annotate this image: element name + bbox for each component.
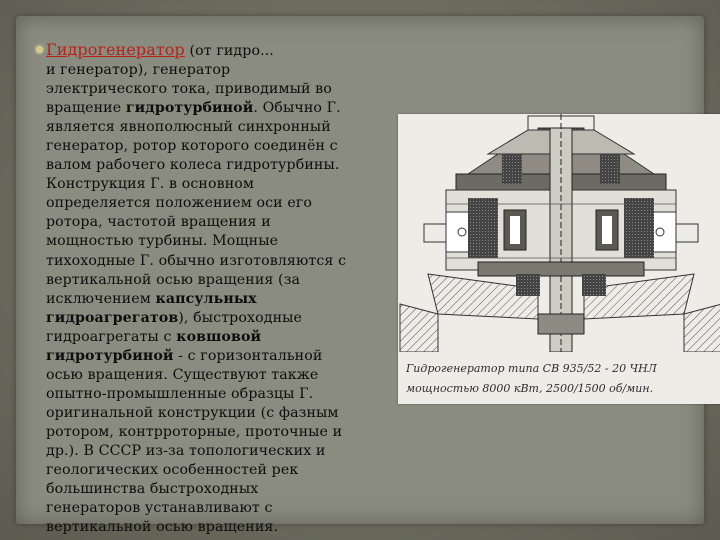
text-line	[46, 99, 406, 118]
hydrogenerator-drawing	[398, 114, 720, 404]
bold-term: капсульных	[155, 290, 257, 307]
figure-caption	[398, 352, 720, 404]
text-line	[46, 366, 406, 385]
bold-term: гидроагрегатов	[46, 309, 179, 326]
text-line	[46, 118, 406, 137]
text-segment: мощностью турбины. Мощные	[46, 233, 279, 250]
text-segment: исключением	[46, 290, 156, 307]
caption-line-1: Гидрогенератор типа СВ 935/52 - 20 ЧНЛ	[406, 362, 657, 375]
text-line	[46, 385, 406, 404]
bold-term: ковшовой	[176, 328, 262, 345]
text-segment: осью вращения. Существуют также	[46, 366, 319, 383]
text-line	[46, 61, 406, 80]
text-segment: ротором, контрроторные, проточные и	[46, 423, 343, 440]
text-segment: генераторов устанавливают с	[46, 500, 273, 517]
text-line	[46, 137, 406, 156]
text-segment: вертикальной осью вращения (за	[46, 271, 301, 288]
text-line	[46, 175, 406, 194]
text-line	[46, 347, 406, 366]
text-line	[46, 80, 406, 99]
text-line	[46, 40, 406, 61]
text-line	[46, 271, 406, 290]
text-segment: вертикальной осью вращения.	[46, 519, 279, 536]
text-segment: . Обычно Г.	[253, 100, 341, 117]
text-segment: большинства быстроходных	[46, 481, 259, 498]
text-line	[46, 252, 406, 271]
text-segment: и генератор), генератор	[46, 62, 231, 79]
text-line	[46, 480, 406, 499]
text-segment: (от гидро...	[184, 43, 274, 59]
text-segment: определяется положением оси его	[46, 195, 312, 212]
text-line	[46, 499, 406, 518]
text-line	[46, 156, 406, 175]
text-segment: электрического тока, приводимый во	[46, 81, 332, 98]
text-line	[46, 232, 406, 251]
text-segment: ротора, частотой вращения и	[46, 214, 271, 231]
bullet-icon	[36, 46, 43, 53]
text-line	[46, 290, 406, 309]
caption-line-2: мощностью 8000 кВт, 2500/1500 об/мин.	[406, 382, 654, 395]
content-panel	[16, 16, 704, 536]
text-line	[46, 423, 406, 442]
article-title: Гидрогенератор	[46, 40, 185, 59]
text-line	[46, 213, 406, 232]
text-segment: вращение	[46, 100, 126, 117]
text-segment: гидроагрегаты с	[46, 328, 177, 345]
text-segment: ), быстроходные	[178, 309, 303, 326]
text-line	[46, 404, 406, 423]
text-segment: оригинальной конструкции (с фазным	[46, 404, 339, 421]
cross-section-diagram	[398, 114, 720, 352]
text-line	[46, 328, 406, 347]
text-segment: др.). В СССР из-за топологических и	[46, 442, 326, 459]
article-text	[46, 40, 406, 537]
text-line	[46, 194, 406, 213]
bold-term: гидротурбиной	[46, 347, 174, 364]
bold-term: гидротурбиной	[125, 100, 254, 117]
text-segment: генератор, ротор которого соединён с	[46, 138, 338, 155]
text-line	[46, 461, 406, 480]
text-segment: опытно-промышленные образцы Г.	[46, 385, 314, 402]
text-segment: валом рабочего колеса гидротурбины.	[46, 157, 340, 174]
text-line	[46, 442, 406, 461]
text-segment: Конструкция Г. в основном	[46, 176, 255, 193]
text-segment: тихоходные Г. обычно изготовляются с	[46, 252, 347, 269]
text-segment: геологических особенностей рек	[46, 462, 299, 479]
text-line	[46, 518, 406, 537]
text-segment: - с горизонтальной	[173, 347, 323, 364]
text-segment: является явнополюсный синхронный	[46, 119, 331, 136]
text-line	[46, 309, 406, 328]
